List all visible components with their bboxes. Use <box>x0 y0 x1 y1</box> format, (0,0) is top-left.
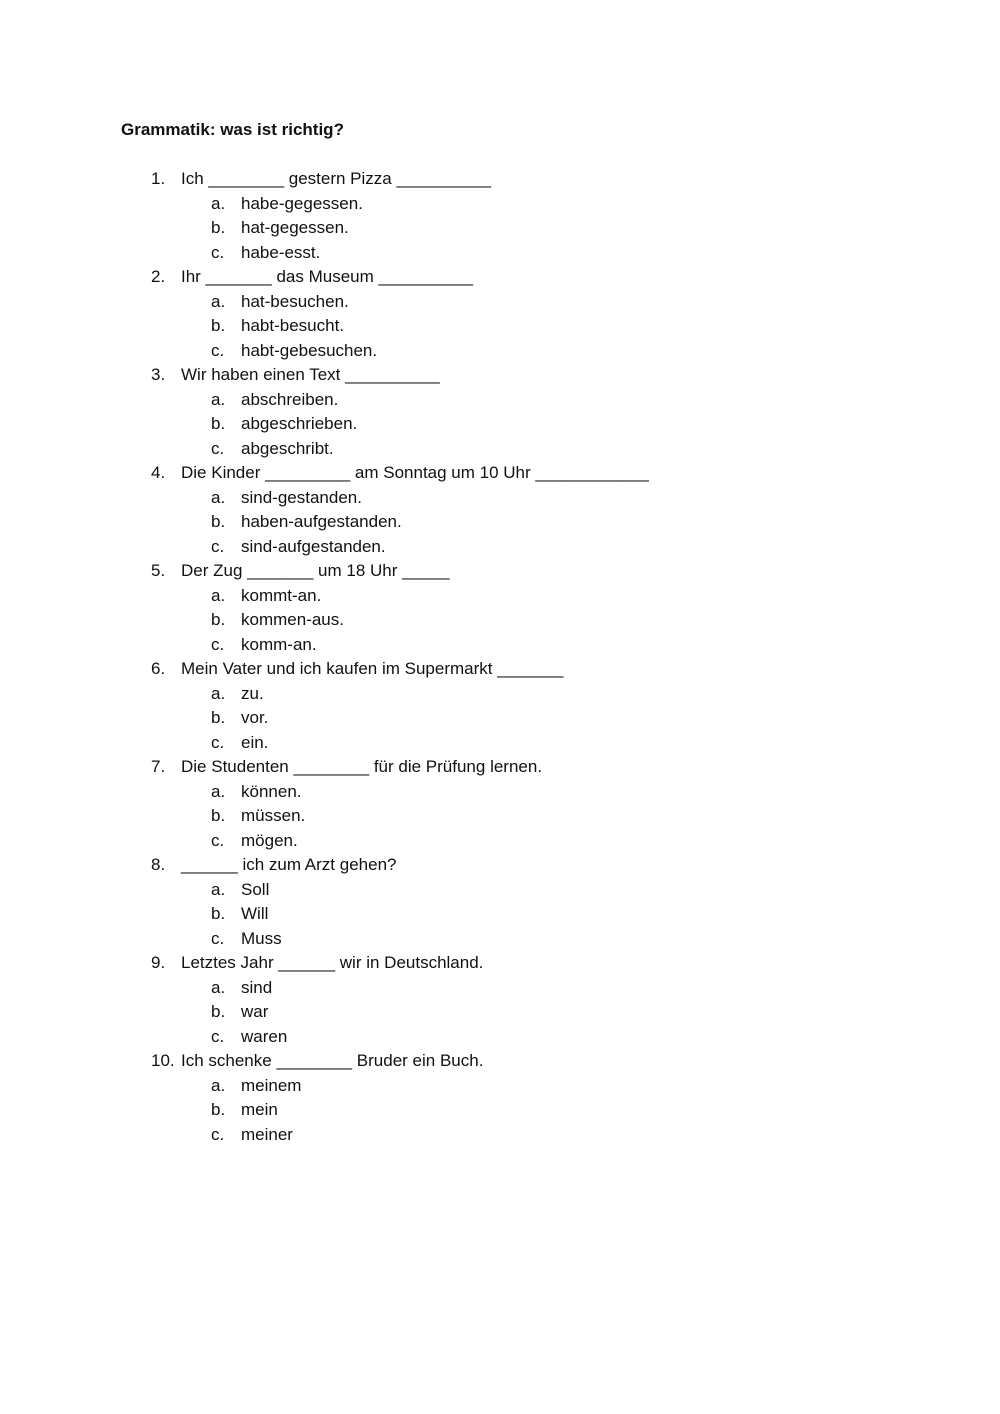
answer-option <box>0 412 1000 437</box>
option-letter: b. <box>211 904 226 923</box>
option-letter: a. <box>211 879 226 899</box>
question-item <box>0 1049 1000 1147</box>
question-text: Ihr _______ das Museum __________ <box>181 267 474 286</box>
answer-option <box>0 976 1000 1001</box>
answer-option <box>0 633 1000 658</box>
option-text: haben-aufgestanden. <box>241 512 402 531</box>
question-text: Letztes Jahr ______ wir in Deutschland. <box>181 953 484 972</box>
option-text: mein <box>241 1100 278 1119</box>
option-text: meiner <box>241 1124 293 1144</box>
question-line <box>0 559 1000 584</box>
question-text: Der Zug _______ um 18 Uhr _____ <box>181 561 450 580</box>
question-item <box>0 951 1000 1049</box>
question-number: 3. <box>151 365 166 384</box>
answer-option <box>0 241 1000 266</box>
option-text: Will <box>241 904 269 923</box>
answer-options <box>0 290 1000 364</box>
question-line <box>0 461 1000 486</box>
question-line <box>0 167 1000 192</box>
option-letter: b. <box>211 806 226 825</box>
option-letter: c. <box>211 536 225 556</box>
answer-options <box>0 1074 1000 1148</box>
answer-options <box>0 682 1000 756</box>
answer-option <box>0 1098 1000 1123</box>
answer-options <box>0 780 1000 854</box>
answer-option <box>0 510 1000 535</box>
option-letter: a. <box>211 585 226 605</box>
answer-option <box>0 780 1000 805</box>
answer-option <box>0 314 1000 339</box>
question-number: 6. <box>151 659 166 678</box>
question-item <box>0 853 1000 951</box>
option-letter: b. <box>211 708 226 727</box>
option-letter: c. <box>211 634 225 654</box>
option-text: Soll <box>241 879 270 899</box>
question-item <box>0 167 1000 265</box>
question-line <box>0 1049 1000 1074</box>
question-line <box>0 951 1000 976</box>
question-text: Ich schenke ________ Bruder ein Buch. <box>181 1051 484 1070</box>
question-number: 5. <box>151 561 166 580</box>
answer-option <box>0 682 1000 707</box>
answer-option <box>0 878 1000 903</box>
option-letter: b. <box>211 414 226 433</box>
question-line <box>0 755 1000 780</box>
option-letter: a. <box>211 1075 226 1095</box>
answer-options <box>0 878 1000 952</box>
option-text: können. <box>241 781 302 801</box>
answer-option <box>0 216 1000 241</box>
answer-option <box>0 902 1000 927</box>
option-text: kommt-an. <box>241 585 322 605</box>
question-list <box>0 167 1000 1147</box>
question-number: 8. <box>151 855 166 874</box>
answer-option <box>0 535 1000 560</box>
question-item <box>0 657 1000 755</box>
answer-option <box>0 829 1000 854</box>
answer-option <box>0 927 1000 952</box>
answer-option <box>0 731 1000 756</box>
option-text: kommen-aus. <box>241 610 344 629</box>
question-item <box>0 755 1000 853</box>
option-text: war <box>241 1002 269 1021</box>
option-letter: a. <box>211 487 226 507</box>
option-text: müssen. <box>241 806 306 825</box>
question-item <box>0 265 1000 363</box>
option-text: Muss <box>241 928 282 948</box>
question-text: Die Studenten ________ für die Prüfung lernen. <box>181 757 543 776</box>
option-letter: c. <box>211 340 225 360</box>
question-item <box>0 559 1000 657</box>
answer-option <box>0 706 1000 731</box>
worksheet-title: Grammatik: was ist richtig? <box>121 120 344 139</box>
question-line <box>0 363 1000 388</box>
option-letter: a. <box>211 291 226 311</box>
question-line <box>0 265 1000 290</box>
question-line <box>0 853 1000 878</box>
option-text: abschreiben. <box>241 389 339 409</box>
answer-options <box>0 584 1000 658</box>
question-text: Die Kinder _________ am Sonntag um 10 Uhr ____________ <box>181 463 649 482</box>
answer-option <box>0 1000 1000 1025</box>
answer-option <box>0 584 1000 609</box>
option-text: sind-aufgestanden. <box>241 536 386 556</box>
option-text: ein. <box>241 732 269 752</box>
answer-option <box>0 608 1000 633</box>
option-text: waren <box>241 1026 288 1046</box>
question-text: ______ ich zum Arzt gehen? <box>181 855 397 874</box>
option-letter: a. <box>211 781 226 801</box>
option-text: zu. <box>241 683 264 703</box>
option-letter: a. <box>211 683 226 703</box>
option-letter: c. <box>211 242 225 262</box>
option-letter: b. <box>211 512 226 531</box>
option-text: sind-gestanden. <box>241 487 362 507</box>
option-letter: c. <box>211 928 225 948</box>
answer-options <box>0 388 1000 462</box>
option-letter: a. <box>211 193 226 213</box>
answer-option <box>0 1123 1000 1148</box>
answer-option <box>0 437 1000 462</box>
answer-option <box>0 339 1000 364</box>
question-number: 2. <box>151 267 166 286</box>
option-letter: c. <box>211 1026 225 1046</box>
question-item <box>0 461 1000 559</box>
question-number: 7. <box>151 757 166 776</box>
option-text: abgeschribt. <box>241 438 334 458</box>
option-text: habt-gebesuchen. <box>241 340 378 360</box>
question-number: 4. <box>151 463 166 482</box>
question-number: 1. <box>151 169 166 188</box>
option-letter: a. <box>211 389 226 409</box>
option-text: habt-besucht. <box>241 316 345 335</box>
answer-option <box>0 1074 1000 1099</box>
answer-options <box>0 486 1000 560</box>
question-text: Wir haben einen Text __________ <box>181 365 440 384</box>
option-letter: c. <box>211 732 225 752</box>
answer-option <box>0 804 1000 829</box>
answer-option <box>0 192 1000 217</box>
option-text: sind <box>241 977 273 997</box>
question-text: Ich ________ gestern Pizza __________ <box>181 169 492 188</box>
answer-options <box>0 976 1000 1050</box>
question-text: Mein Vater und ich kaufen im Supermarkt _______ <box>181 659 564 678</box>
option-text: hat-besuchen. <box>241 291 349 311</box>
option-text: mögen. <box>241 830 298 850</box>
question-item <box>0 363 1000 461</box>
option-text: habe-esst. <box>241 242 321 262</box>
option-letter: b. <box>211 316 226 335</box>
option-letter: a. <box>211 977 226 997</box>
answer-option <box>0 1025 1000 1050</box>
question-line <box>0 657 1000 682</box>
option-letter: c. <box>211 1124 225 1144</box>
answer-options <box>0 192 1000 266</box>
option-letter: b. <box>211 610 226 629</box>
option-text: meinem <box>241 1075 302 1095</box>
answer-option <box>0 486 1000 511</box>
option-text: abgeschrieben. <box>241 414 358 433</box>
answer-option <box>0 388 1000 413</box>
option-letter: b. <box>211 1002 226 1021</box>
option-text: hat-gegessen. <box>241 218 349 237</box>
question-number: 10. <box>151 1051 175 1070</box>
option-letter: c. <box>211 830 225 850</box>
option-text: vor. <box>241 708 269 727</box>
option-text: habe-gegessen. <box>241 193 363 213</box>
option-letter: b. <box>211 1100 226 1119</box>
option-letter: c. <box>211 438 225 458</box>
answer-option <box>0 290 1000 315</box>
option-text: komm-an. <box>241 634 317 654</box>
option-letter: b. <box>211 218 226 237</box>
question-number: 9. <box>151 953 166 972</box>
